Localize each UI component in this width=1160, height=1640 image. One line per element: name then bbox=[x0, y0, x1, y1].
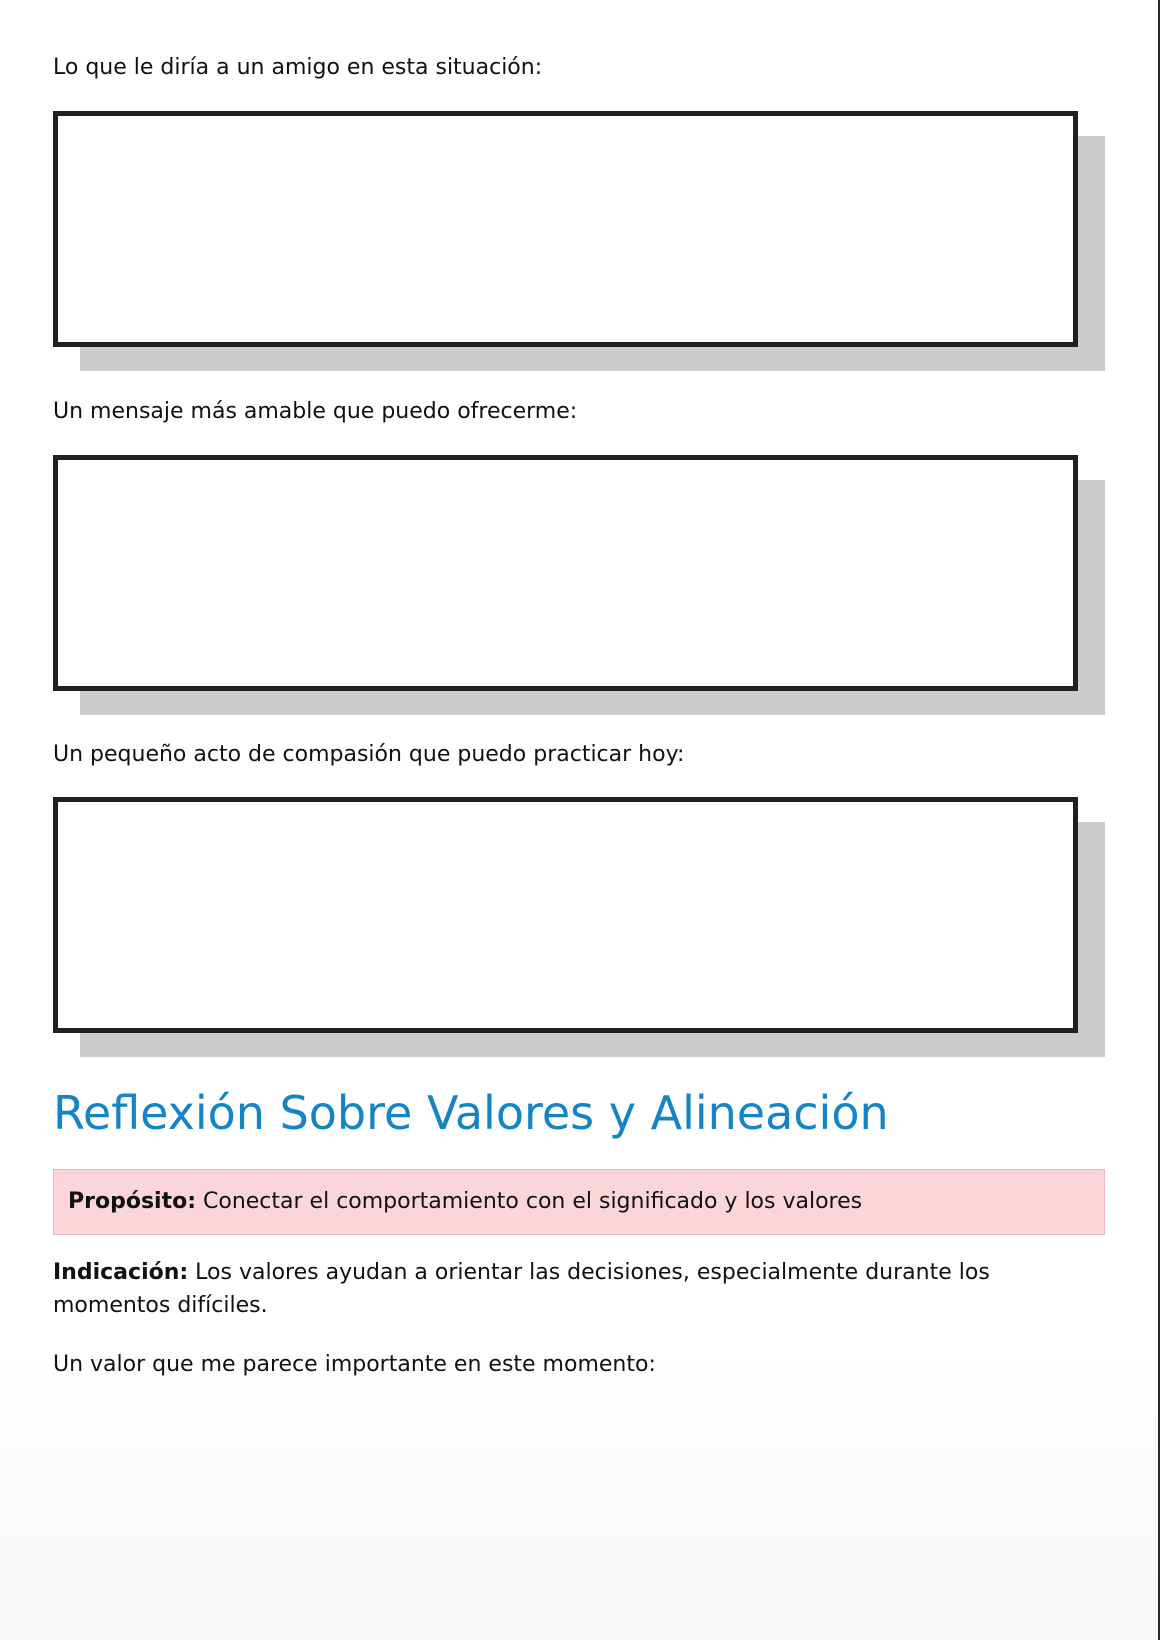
compassion-act-prompt: Un pequeño acto de compasión que puedo practicar hoy: bbox=[53, 742, 685, 767]
purpose-text: Conectar el comportamiento con el significado y los valores bbox=[196, 1189, 863, 1214]
indication-paragraph bbox=[53, 1256, 1105, 1322]
section-title: Reflexión Sobre Valores y Alineación bbox=[53, 1086, 889, 1140]
friend-answer-box[interactable] bbox=[53, 111, 1078, 347]
indication-label: Indicación: bbox=[53, 1260, 189, 1285]
kinder-message-answer-area bbox=[53, 455, 1105, 715]
purpose-callout bbox=[53, 1169, 1105, 1235]
friend-prompt: Lo que le diría a un amigo en esta situación: bbox=[53, 55, 543, 80]
value-prompt: Un valor que me parece importante en este momento: bbox=[53, 1352, 656, 1377]
purpose-label: Propósito: bbox=[68, 1189, 197, 1214]
compassion-act-answer-area bbox=[53, 797, 1105, 1057]
compassion-act-answer-box[interactable] bbox=[53, 797, 1078, 1033]
friend-answer-area bbox=[53, 111, 1105, 371]
kinder-message-prompt: Un mensaje más amable que puedo ofrecerme: bbox=[53, 399, 578, 424]
indication-text: Los valores ayudan a orientar las decisiones, especialmente durante los momentos difíciles. bbox=[53, 1260, 990, 1318]
kinder-message-answer-box[interactable] bbox=[53, 455, 1078, 691]
